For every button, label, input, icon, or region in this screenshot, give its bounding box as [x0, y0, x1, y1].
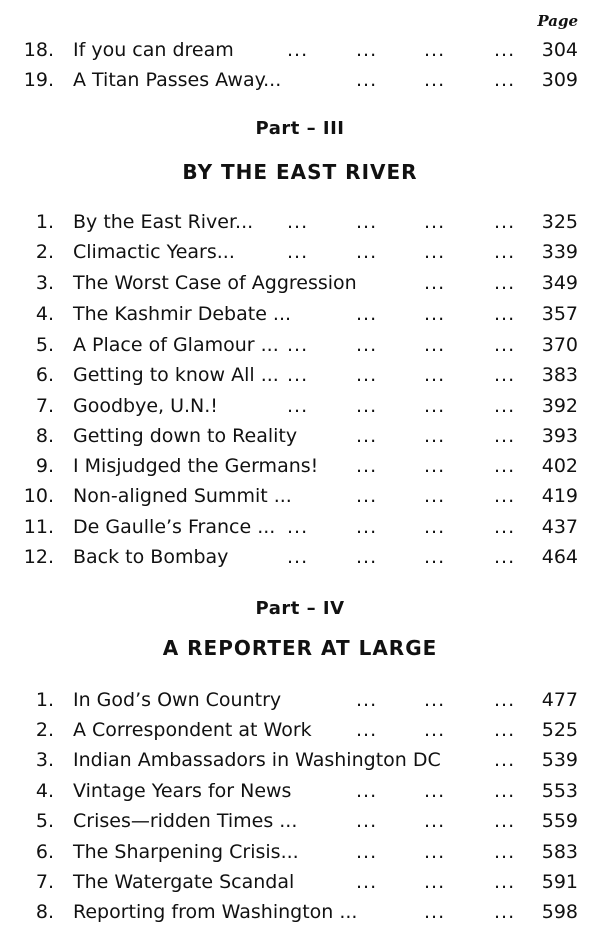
leader-dots: ... — [424, 425, 446, 447]
entry-title: In God’s Own Country — [73, 689, 282, 711]
leader-dots: ... — [356, 39, 378, 61]
entry-page-number: 525 — [541, 719, 578, 741]
entry-title: Getting to know All ... — [73, 364, 279, 386]
leader-dots: ... — [356, 211, 378, 233]
entry-title: The Worst Case of Aggression — [73, 272, 357, 294]
leader-dots: ... — [356, 455, 378, 477]
leader-dots: ... — [356, 364, 378, 386]
leader-dots: ... — [356, 689, 378, 711]
entry-title: Back to Bombay — [73, 546, 229, 568]
entry-number: 10. — [23, 485, 54, 507]
leader-dots: ... — [356, 516, 378, 538]
entry-number: 9. — [35, 455, 54, 477]
toc-entry[interactable] — [0, 838, 600, 866]
entry-title: A Place of Glamour ... — [73, 334, 279, 356]
leader-dots: ... — [494, 69, 516, 91]
toc-entry[interactable] — [0, 513, 600, 541]
entry-page-number: 539 — [541, 749, 578, 771]
entry-number: 8. — [35, 425, 54, 447]
part-heading: Part – IV — [255, 598, 345, 619]
leader-dots: ... — [356, 871, 378, 893]
leader-dots: ... — [494, 546, 516, 568]
leader-dots: ... — [494, 689, 516, 711]
toc-entry[interactable] — [0, 482, 600, 510]
entry-page-number: 304 — [541, 39, 578, 61]
leader-dots: ... — [424, 455, 446, 477]
leader-dots: ... — [287, 211, 309, 233]
leader-dots: ... — [424, 241, 446, 263]
entry-number: 1. — [35, 689, 54, 711]
entry-page-number: 559 — [541, 810, 578, 832]
leader-dots: ... — [356, 425, 378, 447]
entry-page-number: 383 — [541, 364, 578, 386]
leader-dots: ... — [287, 516, 309, 538]
leader-dots: ... — [494, 516, 516, 538]
leader-dots: ... — [424, 364, 446, 386]
toc-entry[interactable] — [0, 392, 600, 420]
leader-dots: ... — [494, 303, 516, 325]
entry-number: 7. — [35, 395, 54, 417]
leader-dots: ... — [287, 39, 309, 61]
leader-dots: ... — [494, 211, 516, 233]
leader-dots: ... — [356, 780, 378, 802]
leader-dots: ... — [424, 780, 446, 802]
leader-dots: ... — [424, 546, 446, 568]
leader-dots: ... — [494, 485, 516, 507]
toc-entry[interactable] — [0, 422, 600, 450]
entry-page-number: 309 — [541, 69, 578, 91]
entry-number: 3. — [35, 272, 54, 294]
leader-dots: ... — [424, 810, 446, 832]
entry-page-number: 357 — [541, 303, 578, 325]
entry-title: De Gaulle’s France ... — [73, 516, 276, 538]
leader-dots: ... — [494, 749, 516, 771]
leader-dots: ... — [424, 719, 446, 741]
leader-dots: ... — [356, 546, 378, 568]
toc-entry[interactable] — [0, 331, 600, 359]
leader-dots: ... — [494, 719, 516, 741]
toc-entry[interactable] — [0, 807, 600, 835]
leader-dots: ... — [424, 334, 446, 356]
entry-title: A Titan Passes Away... — [73, 69, 282, 91]
toc-entry[interactable] — [0, 66, 600, 94]
entry-page-number: 349 — [541, 272, 578, 294]
entry-title: Non-aligned Summit ... — [73, 485, 292, 507]
entry-number: 8. — [35, 901, 54, 923]
section-title: BY THE EAST RIVER — [182, 160, 418, 184]
leader-dots: ... — [494, 810, 516, 832]
leader-dots: ... — [356, 485, 378, 507]
entry-title: The Sharpening Crisis... — [73, 841, 299, 863]
entry-page-number: 583 — [541, 841, 578, 863]
entry-number: 6. — [35, 364, 54, 386]
entry-number: 2. — [35, 719, 54, 741]
leader-dots: ... — [494, 39, 516, 61]
leader-dots: ... — [424, 485, 446, 507]
entry-number: 18. — [23, 39, 54, 61]
toc-entry[interactable] — [0, 300, 600, 328]
toc-entry[interactable] — [0, 208, 600, 236]
toc-entry[interactable] — [0, 238, 600, 266]
leader-dots: ... — [356, 719, 378, 741]
leader-dots: ... — [287, 546, 309, 568]
entry-title: Crises—ridden Times ... — [73, 810, 298, 832]
entry-number: 6. — [35, 841, 54, 863]
leader-dots: ... — [494, 901, 516, 923]
entry-number: 7. — [35, 871, 54, 893]
entry-page-number: 598 — [541, 901, 578, 923]
entry-page-number: 370 — [541, 334, 578, 356]
toc-entry[interactable] — [0, 716, 600, 744]
leader-dots: ... — [424, 516, 446, 538]
leader-dots: ... — [424, 39, 446, 61]
page-label: Page — [537, 12, 578, 30]
entry-title: The Kashmir Debate ... — [73, 303, 292, 325]
entry-title: Reporting from Washington ... — [73, 901, 358, 923]
entry-page-number: 419 — [541, 485, 578, 507]
entry-title: A Correspondent at Work — [73, 719, 312, 741]
entry-number: 2. — [35, 241, 54, 263]
leader-dots: ... — [494, 395, 516, 417]
entry-number: 3. — [35, 749, 54, 771]
entry-title: Indian Ambassadors in Washington DC — [73, 749, 441, 771]
leader-dots: ... — [494, 871, 516, 893]
section-title: A REPORTER AT LARGE — [162, 636, 438, 660]
entry-page-number: 477 — [541, 689, 578, 711]
leader-dots: ... — [424, 841, 446, 863]
toc-entry[interactable] — [0, 269, 600, 297]
entry-page-number: 437 — [541, 516, 578, 538]
leader-dots: ... — [424, 871, 446, 893]
leader-dots: ... — [424, 69, 446, 91]
entry-number: 1. — [35, 211, 54, 233]
entry-page-number: 325 — [541, 211, 578, 233]
leader-dots: ... — [424, 901, 446, 923]
toc-entry[interactable] — [0, 452, 600, 480]
leader-dots: ... — [494, 425, 516, 447]
leader-dots: ... — [424, 303, 446, 325]
entry-number: 5. — [35, 810, 54, 832]
toc-entry[interactable] — [0, 361, 600, 389]
toc-entry[interactable] — [0, 868, 600, 896]
entry-page-number: 393 — [541, 425, 578, 447]
entry-title: Getting down to Reality — [73, 425, 298, 447]
entry-number: 4. — [35, 303, 54, 325]
entry-page-number: 402 — [541, 455, 578, 477]
leader-dots: ... — [424, 211, 446, 233]
leader-dots: ... — [356, 395, 378, 417]
entry-number: 12. — [23, 546, 54, 568]
leader-dots: ... — [287, 395, 309, 417]
entry-page-number: 553 — [541, 780, 578, 802]
leader-dots: ... — [494, 841, 516, 863]
entry-page-number: 464 — [541, 546, 578, 568]
leader-dots: ... — [356, 69, 378, 91]
leader-dots: ... — [287, 364, 309, 386]
entry-number: 4. — [35, 780, 54, 802]
leader-dots: ... — [356, 241, 378, 263]
leader-dots: ... — [494, 272, 516, 294]
leader-dots: ... — [287, 334, 309, 356]
toc-entry[interactable] — [0, 543, 600, 571]
toc-entry[interactable] — [0, 746, 600, 774]
entry-page-number: 591 — [541, 871, 578, 893]
leader-dots: ... — [494, 364, 516, 386]
toc-entry[interactable] — [0, 36, 600, 64]
leader-dots: ... — [424, 689, 446, 711]
leader-dots: ... — [494, 334, 516, 356]
part-heading: Part – III — [255, 118, 345, 139]
leader-dots: ... — [494, 241, 516, 263]
leader-dots: ... — [356, 810, 378, 832]
toc-entry[interactable] — [0, 686, 600, 714]
leader-dots: ... — [356, 334, 378, 356]
entry-title: Vintage Years for News — [73, 780, 292, 802]
leader-dots: ... — [356, 303, 378, 325]
entry-number: 5. — [35, 334, 54, 356]
entry-title: The Watergate Scandal — [73, 871, 295, 893]
leader-dots: ... — [287, 241, 309, 263]
entry-number: 19. — [23, 69, 54, 91]
entry-title: Goodbye, U.N.! — [73, 395, 218, 417]
entry-title: By the East River... — [73, 211, 254, 233]
toc-entry[interactable] — [0, 777, 600, 805]
entry-number: 11. — [23, 516, 54, 538]
leader-dots: ... — [424, 395, 446, 417]
entry-page-number: 339 — [541, 241, 578, 263]
leader-dots: ... — [424, 272, 446, 294]
leader-dots: ... — [494, 780, 516, 802]
entry-title: I Misjudged the Germans! — [73, 455, 319, 477]
leader-dots: ... — [356, 841, 378, 863]
entry-title: Climactic Years... — [73, 241, 235, 263]
entry-title: If you can dream — [73, 39, 234, 61]
toc-entry[interactable] — [0, 898, 600, 926]
entry-page-number: 392 — [541, 395, 578, 417]
leader-dots: ... — [494, 455, 516, 477]
